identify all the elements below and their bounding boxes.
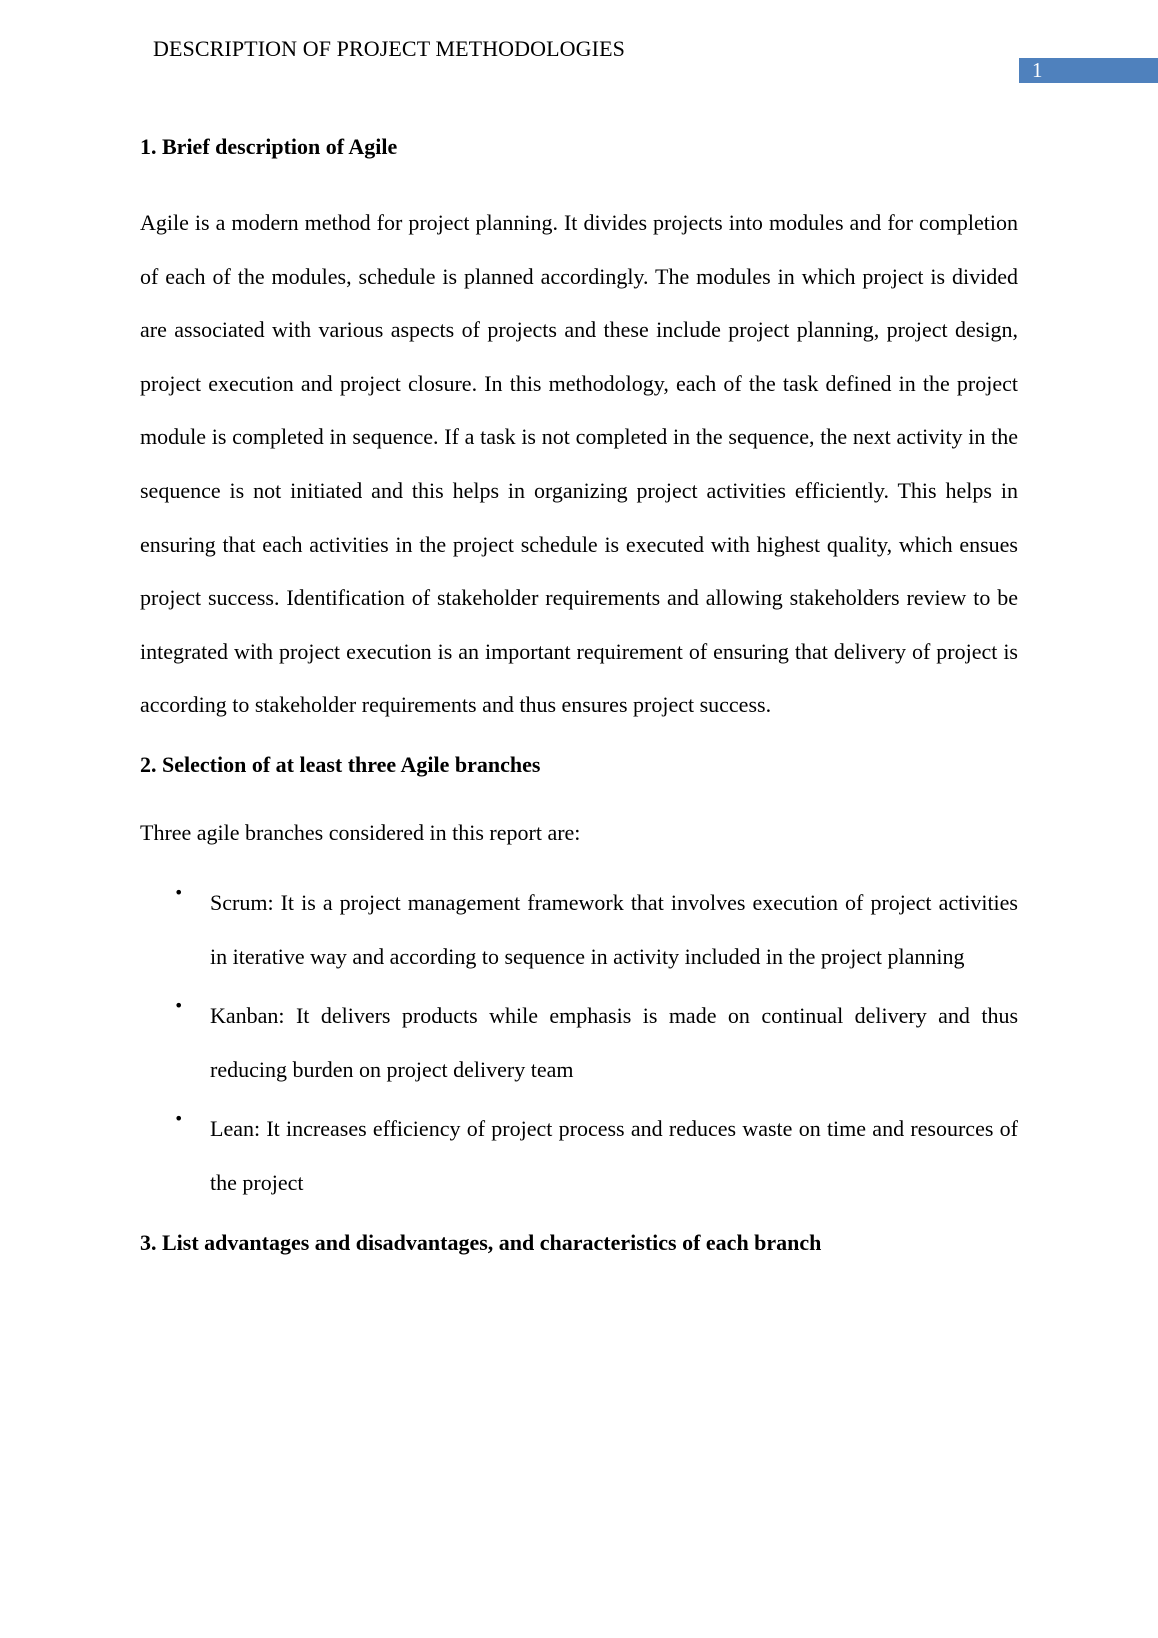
page-number: 1 bbox=[1019, 58, 1158, 83]
section-2-intro: Three agile branches considered in this report are: bbox=[140, 819, 581, 845]
list-item-text: Kanban: It delivers products while emphasis is made on continual delivery and thus reducing burden on project delivery team bbox=[210, 1003, 1018, 1082]
bullet-icon: • bbox=[174, 1109, 184, 1129]
list-item-lean bbox=[140, 1102, 1018, 1209]
list-item-text: Scrum: It is a project management framework that involves execution of project activities in iterative way and according to sequence in activity included in the project planning bbox=[210, 889, 1018, 969]
list-item-text: Lean: It increases efficiency of project process and reduces waste on time and resources of the project bbox=[210, 1116, 1018, 1195]
bullet-icon: • bbox=[174, 882, 184, 902]
agile-branches-list bbox=[140, 876, 1018, 1210]
section-2-heading: 2. Selection of at least three Agile branches bbox=[140, 751, 541, 777]
running-head: DESCRIPTION OF PROJECT METHODOLOGIES bbox=[153, 36, 625, 61]
list-item-kanban bbox=[140, 989, 1018, 1096]
document-body bbox=[140, 130, 1018, 1260]
list-item-scrum bbox=[140, 876, 1018, 983]
bullet-icon: • bbox=[174, 996, 184, 1016]
section-3-heading: 3. List advantages and disadvantages, and characteristics of each branch bbox=[140, 1229, 822, 1255]
section-1-heading: 1. Brief description of Agile bbox=[140, 134, 398, 159]
section-1-paragraph: Agile is a modern method for project planning. It divides projects into modules and for completion of each of the modules, schedule is planned accordingly. The modules in which project is divided are associated with various aspects of projects and these include project planning, project design, project execution and project closure. In this methodology, each of the task defined in the project module is completed in sequence. If a task is not completed in the sequence, the next activity in the sequence is not initiated and this helps in organizing project activities efficiently. This helps in ensuring that each activities in the project schedule is executed with highest quality, which ensues project success. Identification of stakeholder requirements and allowing stakeholders review to be integrated with project execution is an important requirement of ensuring that delivery of project is according to stakeholder requirements and thus ensures project success. bbox=[140, 210, 1018, 718]
